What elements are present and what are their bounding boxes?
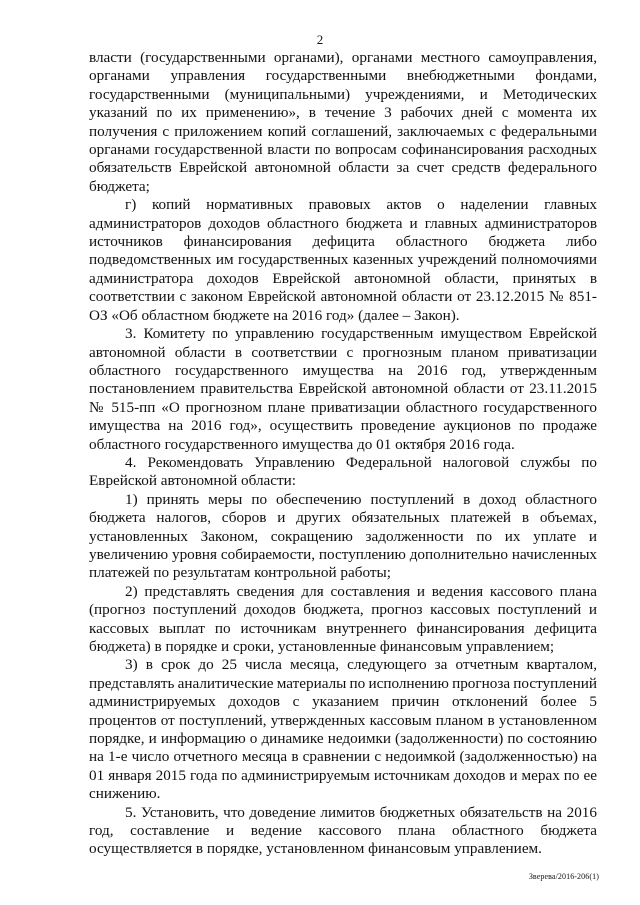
page-number: 2 [316,32,324,47]
paragraph-item-4-2: 2) представлять сведения для составления и ведения кассового плана (прогноз поступлений доходов бюджета, прогноз кассовых поступлений и кассовых выплат по источникам внутреннего финансирования дефицита бюджета) в порядке и сроки, установленные финансовым управлением; [89,582,597,655]
paragraph-item-g: г) копий нормативных правовых актов о наделении главных администраторов доходов областного бюджета и главных администраторов источников финансирования дефицита областного бюджета либо подведомственных им государственных казенных учреждений полномочиями администратора доходов Еврейской автономной области, принятых в соответствии с законом Еврейской автономной области от 23.12.2015 № 851-ОЗ «Об областном бюджете на 2016 год» (далее – Закон). [89,196,597,324]
paragraph-item-4-3: 3) в срок до 25 числа месяца, следующего за отчетным кварталом, представлять аналитические материалы по исполнению прогноза поступлений администрируемых доходов с указанием причин отклонений более 5 процентов от поступлений, утвержденных кассовым планом в установленном порядке, и информацию о динамике недоимки (задолженности) по состоянию на 1-е число отчетного месяца в сравнении с недоимкой (задолженностью) на 01 января 2015 года по администрируемым источникам доходов и мерах по ее снижению. [89,656,597,803]
paragraph-item-4: 4. Рекомендовать Управлению Федеральной налоговой службы по Еврейской автономной области: [89,453,597,490]
paragraph-item-5: 5. Установить, что доведение лимитов бюджетных обязательств на 2016 год, составление и ведение кассового плана областного бюджета осуществляется в порядке, установленном финансовым управлением. [89,803,597,858]
paragraph-continuation: власти (государственными органами), органами местного самоуправления, органами управления государственными внебюджетными фондами, государственными (муниципальными) учреждениями, и Методических указаний по их применению», в течение 3 рабочих дней с момента их получения с приложением копий соглашений, заключаемых с федеральными органами государственной власти по вопросам софинансирования расходных обязательств Еврейской автономной области за счет средств федерального бюджета; [89,49,597,195]
paragraph-item-3: 3. Комитету по управлению государственным имуществом Еврейской автономной области в соответствии с прогнозным планом приватизации областного государственного имущества на 2016 год, утвержденным постановлением правительства Еврейской автономной области от 23.11.2015 № 515-пп «О прогнозном плане приватизации областного государственного имущества на 2016 год», осуществить проведение аукционов по продаже областного государственного имущества до 01 октября 2016 года. [89,325,597,453]
paragraph-item-4-1: 1) принять меры по обеспечению поступлений в доход областного бюджета налогов, сборов и других обязательных платежей в объемах, установленных Законом, сокращению задолженности по их уплате и увеличению уровня собираемости, поступлению дополнительно начисленных платежей по результатам контрольной работы; [89,490,597,582]
footer-document-code: Зверева/2016-206(1) [528,872,599,881]
document-body [89,49,597,859]
